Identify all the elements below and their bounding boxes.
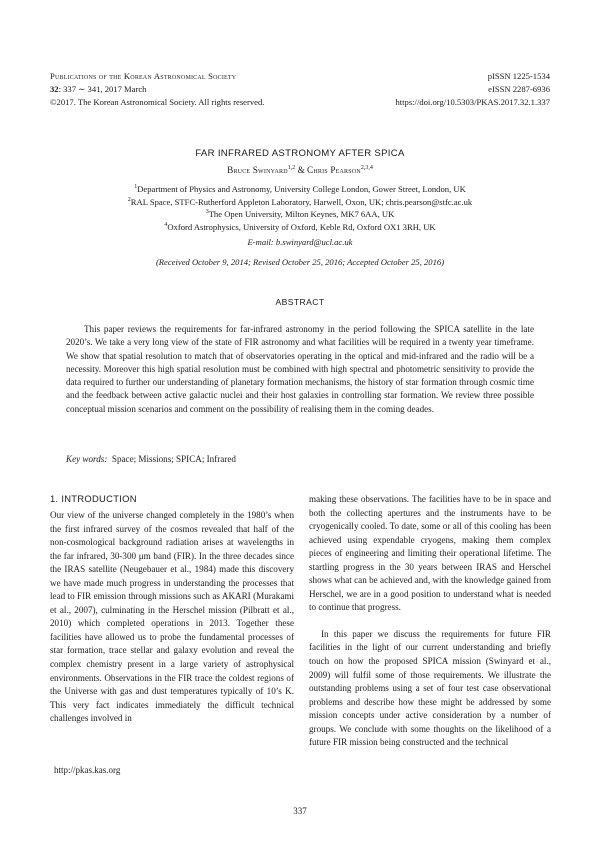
affiliation-text: RAL Space, STFC-Rutherford Appleton Laboratory, Harwell, Oxon, UK; chris.pearson@stfc.ac.uk [130, 196, 473, 207]
author-name: Bruce Swinyard [227, 165, 288, 176]
affiliation-marker: 2 [127, 196, 131, 203]
affiliation-line [0, 219, 600, 233]
journal-name: Publications of the Korean Astronomical Society [50, 71, 237, 81]
affiliation-marker: 1 [134, 184, 138, 190]
paper-title: FAR INFRARED ASTRONOMY AFTER SPICA [195, 148, 405, 159]
keywords-text: Space; Missions; SPICA; Infrared [111, 454, 236, 464]
corresponding-email[interactable]: E-mail: b.swinyard@ucl.ac.uk [247, 237, 353, 247]
volume-line [50, 83, 264, 96]
affiliation-marker: 4 [164, 221, 168, 228]
author-line [0, 165, 600, 175]
keywords [66, 454, 534, 464]
body-column-right [309, 493, 551, 750]
affiliation-text: Department of Physics and Astronomy, University College London, Gower Street, London, UK [137, 183, 466, 194]
running-header-left [50, 70, 264, 109]
body-column-left: Our view of the universe changed completely in the 1980’s when the first infrared survey of the cosmos revealed that half of the non-cosmological background radiation arises at wavelengths in the far infrared, 30-300 μm band (FIR). In the three decades since the IRAS satellite (Neugebauer et al., 1984) made this discovery we have made much progress in understanding the processes that lead to FIR emission through missions such as AKARI (Murakami et al., 2007), culminating in the Herschel mission (Pilbratt et al., 2010) which completed operations in 2013. Together these facilities have allowed us to probe the fundamental processes of star formation, trace stellar and galaxy evolution and reveal the complex chemistry present in a large variety of astrophysical environments. Observations in the FIR trace the coldest regions of the Universe with gas and dust temperatures typically of 10’s K. This very fact indicates immediately the difficult technical challenges involved in [50, 510, 294, 724]
author-separator: & [295, 165, 308, 176]
journal-url[interactable]: http://pkas.kas.org [54, 765, 121, 775]
pissn: pISSN 1225-1534 [487, 71, 550, 81]
affiliation-text: The Open University, Milton Keynes, MK7 6AA, UK [208, 208, 395, 219]
eissn: eISSN 2287-6936 [488, 84, 550, 94]
author-affiliation-marker: 1,2 [287, 165, 296, 171]
abstract-heading: ABSTRACT [275, 297, 325, 307]
received-dates: (Received October 9, 2014; Revised October 25, 2016; Accepted October 25, 2016) [155, 257, 445, 267]
body-paragraph: making these observations. The facilities have to be in space and both the collecting apertures and the instruments have to be cryogenically cooled. To date, some or all of this cooling has been achieved using expendable cryogens, making them complex pieces of engineering and limiting their operational lifetime. The startling progress in the 30 years between IRAS and Herschel shows what can be achieved and, with the knowledge gained from Herschel, we are in a good position to understand what is needed to continue that progress. [309, 494, 551, 613]
keywords-label: Key words: [66, 454, 108, 464]
copyright-line: ©2017. The Korean Astronomical Society. All rights reserved. [50, 97, 265, 107]
author-name: Chris Pearson [307, 165, 361, 176]
author-affiliation-marker: 2,3,4 [360, 165, 373, 171]
volume-number: 32 [50, 84, 59, 94]
doi-link[interactable]: https://doi.org/10.5303/PKAS.2017.32.1.337 [395, 97, 550, 107]
page-range: : 337 ∼ 341, 2017 March [58, 84, 147, 94]
affiliation-marker: 3 [205, 209, 209, 215]
body-paragraph: In this paper we discuss the requirements for future FIR facilities in the light of our current understanding and briefly touch on how the proposed SPICA mission (Swinyard et al., 2009) will fulfil some of those requirements. We illustrate the outstanding problems using a set of four test case observational problems and describe how these might be addressed by some mission concepts under active consideration by a number of groups. We conclude with some thoughts on the likelihood of a future FIR mission being constructed and the technical [309, 628, 551, 748]
running-header-right [395, 70, 550, 109]
affiliation-text: Oxford Astrophysics, University of Oxford, Keble Rd, Oxford OX1 3RH, UK [167, 221, 436, 232]
abstract-text: This paper reviews the requirements for far-infrared astronomy in the period following the SPICA satellite in the late 2020’s. We take a very long view of the state of FIR astronomy and what facilities will be required in a twenty year timeframe. We show that spatial resolution to match that of observatories operating in the optical and mid-infrared and the radio will be a necessity. Moreover this high spatial resolution must be combined with high spectral and photometric sensitivity to provide the data required to further our understanding of planetary formation mechanisms, the history of star formation through cosmic time and the feedback between active galactic nuclei and their host galaxies in controlling star formation. We review three possible conceptual mission scenarios and comment on the possibility of realising them in the coming deades. [66, 324, 534, 414]
section-heading: 1. INTRODUCTION [50, 493, 137, 504]
page-number: 337 [293, 806, 307, 816]
